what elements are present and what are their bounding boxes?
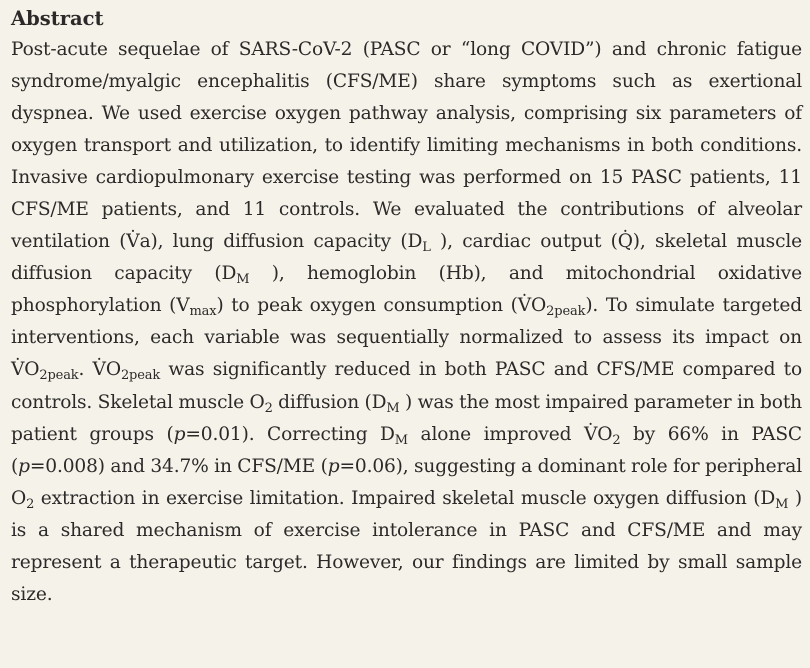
abstract-run: diffusion (D [272,391,387,413]
abstract-run: ) to peak oxygen consumption (V̇O [216,295,547,317]
abstract-run: ) was the most impaired parameter in both patient groups ( [11,391,802,445]
abstract-run: by 66% in PASC ( [11,423,802,477]
subscript: L [422,240,431,256]
italic-p: p [18,455,30,477]
abstract-run: =0.01). Correcting D [185,423,395,445]
abstract-run: . V̇O [78,359,121,381]
subscript: 2peak [546,304,586,320]
subscript: 2 [612,432,621,448]
subscript: M [394,432,408,448]
italic-p: p [173,423,186,445]
italic-p: p [327,455,340,477]
abstract-run: ). To simulate targeted interventions, each variable was sequentially normalized to assess its impact on V̇O [11,295,802,381]
abstract-run: Post-acute sequelae of SARS-CoV-2 (PASC or “long COVID”) and chronic fatigue syndrome/myalgic encephalitis (CFS/ME) share symptoms such as exertional dyspnea. We used exercise oxygen pathway analysis, comprising six parameters of oxygen transport and utilization, to identify limiting mechanisms in both conditions. Invasive cardiopulmonary exercise testing was performed on 15 PASC patients, 11 CFS/ME patients, and 11 controls. We evaluated the contributions of alveolar ventilation (V̇a), lung diffusion capacity (D [11,39,802,253]
abstract-run: ), hemoglobin (Hb), and mitochondrial oxidative phosphorylation (V [11,263,802,317]
subscript: max [189,304,217,320]
abstract-run: ) is a shared mechanism of exercise intolerance in PASC and CFS/ME and may represent a therapeutic target. However, our findings are limited by small sample size. [11,487,802,605]
subscript: M [775,496,789,512]
subscript: 2peak [39,368,79,384]
section-heading: Abstract [11,7,104,30]
subscript: M [236,272,250,288]
subscript: M [386,400,400,416]
abstract-text [11,34,802,611]
abstract-run: =0.008) and 34.7% in CFS/ME ( [29,455,328,477]
abstract-run: extraction in exercise limitation. Impaired skeletal muscle oxygen diffusion (D [34,487,776,509]
subscript: 2peak [120,368,161,384]
abstract-run: =0.06), suggesting a dominant role for peripheral O [11,455,802,509]
subscript: 2 [264,400,273,416]
abstract-run: was significantly reduced in both PASC and CFS/ME compared to controls. Skeletal muscle O [11,359,802,413]
abstract-run: ), cardiac output (Q̇), skeletal muscle diffusion capacity (D [11,231,802,285]
subscript: 2 [26,496,35,512]
abstract-run: alone improved V̇O [407,423,613,445]
